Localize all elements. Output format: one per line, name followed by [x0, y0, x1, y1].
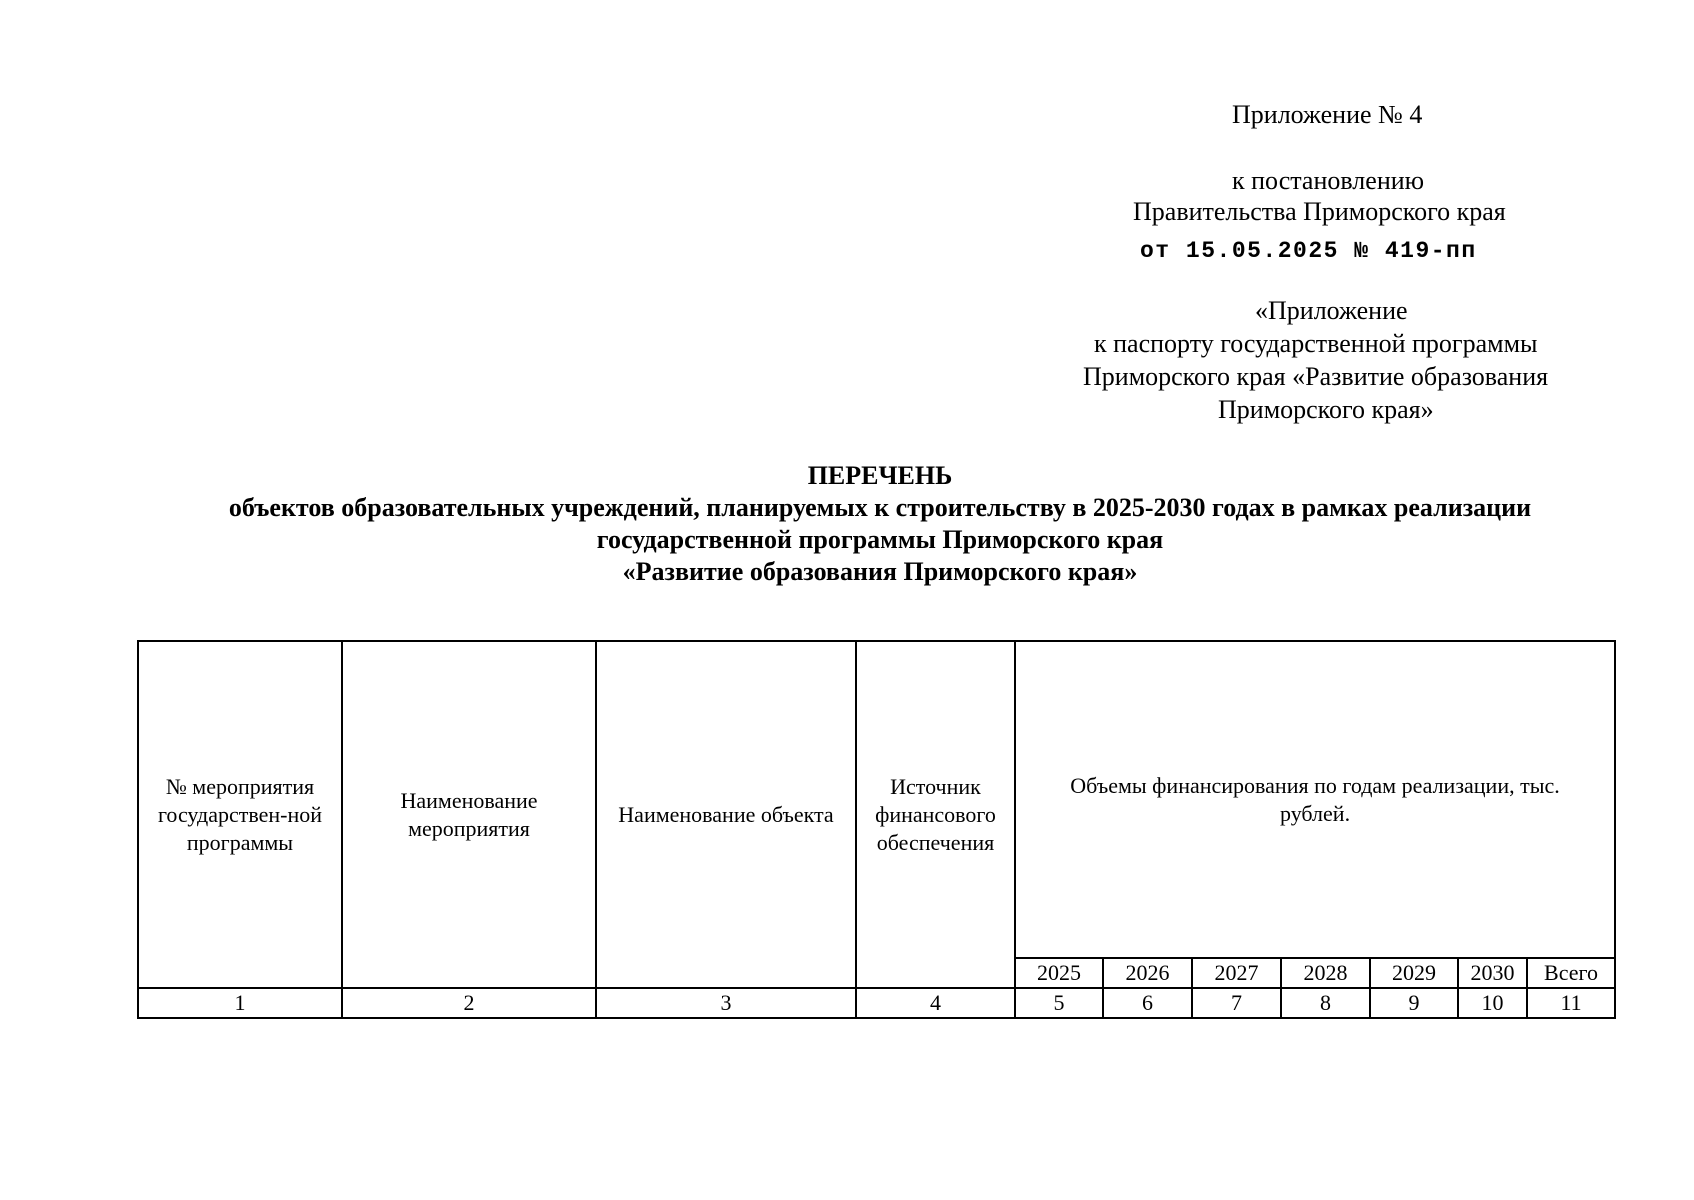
program-line2-label: Приморского края»: [1218, 395, 1434, 424]
column-number: 11: [1527, 988, 1615, 1018]
document-subtitle-line2: государственной программы Приморского края: [596, 525, 1164, 554]
year-header: 2025: [1015, 958, 1103, 988]
column-number: 10: [1458, 988, 1527, 1018]
document-subtitle-line1: объектов образовательных учреждений, планируемых к строительству в 2025-2030 годах в рамках реализации: [228, 493, 1532, 522]
column-number: 7: [1192, 988, 1281, 1018]
objects-table: [137, 640, 1616, 1019]
column-number: 3: [596, 988, 856, 1018]
column-number: 5: [1015, 988, 1103, 1018]
col-header-measure-name: Наименование мероприятия: [342, 641, 596, 988]
col-header-object-name: Наименование объекта: [596, 641, 856, 988]
year-header: 2027: [1192, 958, 1281, 988]
document-subtitle-line3: «Развитие образования Приморского края»: [622, 557, 1138, 586]
year-header: 2026: [1103, 958, 1192, 988]
to-passport-label: к паспорту государственной программы: [1094, 329, 1538, 358]
year-header: 2030: [1458, 958, 1527, 988]
year-header: 2029: [1370, 958, 1458, 988]
column-number: 6: [1103, 988, 1192, 1018]
col-header-measure-number: № мероприятия государствен-ной программы: [138, 641, 342, 988]
column-numbers-row: [138, 988, 1615, 1018]
table-header-row: [138, 641, 1615, 958]
column-number: 8: [1281, 988, 1370, 1018]
col-header-funding-volumes: Объемы финансирования по годам реализации, тыс. рублей.: [1015, 641, 1615, 958]
column-number: 4: [856, 988, 1015, 1018]
appendix-label: Приложение № 4: [1232, 100, 1423, 129]
date-number-stamp: от 15.05.2025 № 419-пп: [1140, 238, 1477, 264]
year-header: 2028: [1281, 958, 1370, 988]
total-header: Всего: [1527, 958, 1615, 988]
appendix-quote-label: «Приложение: [1255, 296, 1408, 325]
program-line1-label: Приморского края «Развитие образования: [1083, 362, 1549, 391]
document-title: ПЕРЕЧЕНЬ: [807, 461, 953, 490]
column-number: 2: [342, 988, 596, 1018]
column-number: 9: [1370, 988, 1458, 1018]
government-label: Правительства Приморского края: [1133, 197, 1506, 226]
column-number: 1: [138, 988, 342, 1018]
to-resolution-label: к постановлению: [1232, 166, 1425, 195]
col-header-funding-source: Источник финансового обеспечения: [856, 641, 1015, 988]
